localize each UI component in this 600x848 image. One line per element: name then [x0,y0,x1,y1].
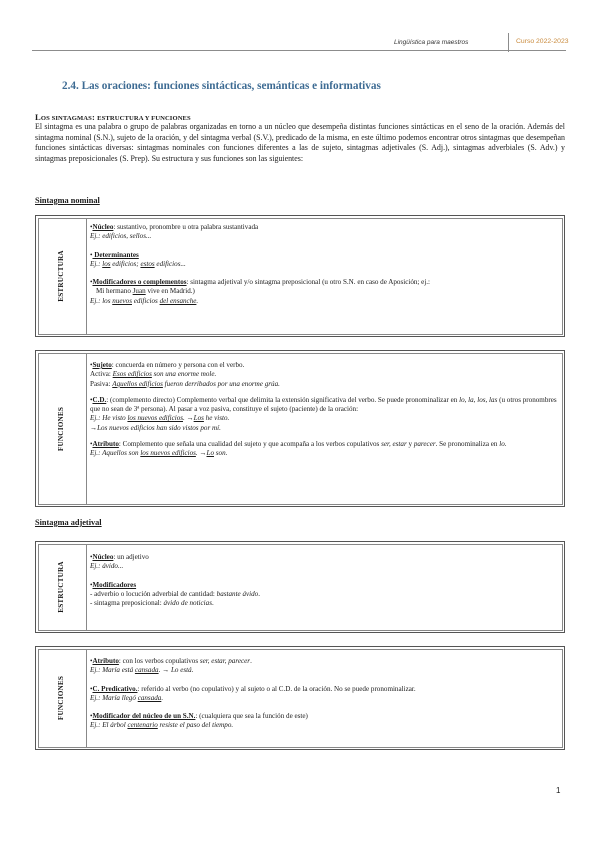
header-rule [32,50,566,51]
sn-title: Sintagma nominal [35,196,100,205]
sadj-funciones-table [35,646,565,750]
header-subject: Lingüística para maestros [394,39,469,46]
section-title: 2.4. Las oraciones: funciones sintácticas, semánticas e informativas [62,80,381,92]
page-number: 1 [556,786,561,795]
sadj-estructura-table [35,541,565,633]
sadj-funciones-label: FUNCIONES [56,675,65,721]
sn-estructura-table [35,215,565,337]
sadj-estructura-content: •Núcleo: un adjetivo Ej.: ávido... •Modificadores - adverbio o locución adverbial de cantidad: bastante ávido. - sintagma preposicional: ávido de noticias. [90,553,261,608]
sn-funciones-label: FUNCIONES [56,406,65,451]
sn-funciones-table [35,350,565,507]
sn-estructura-content: •Núcleo: sustantivo, pronombre u otra palabra sustantivada Ej.: edificios, sellos... • Determinantes Ej.: los edificios; estos edificios... •Modificadores o complementos: sintagma adjetival y/o sintagma preposicional (u otro S.N. en caso de Aposición; ej.: Mi hermano Juan vive en Madrid.) Ej.: los nuevos edificios del ensanche. [90,223,431,305]
sadj-estructura-label: ESTRUCTURA [57,561,65,613]
sn-funciones-content: •Sujeto: concuerda en número y persona con el verbo. Activa: Esos edificios son una enorme mole. Pasiva: Aquellos edificios fueron derribados por una enorme grúa. •C.D.: (complemento directo) Complemento verbal que delimita la extensión significativa del verbo. Se puede pronominalizar en lo, la, los, las (u otros pronombres que no sean de 3ª persona). Al pasar a voz pasiva, constituye el sujeto (paciente) de la oración: Ej.: He visto los nuevos edificios. →Los he visto. →Los nuevos edificios han sido vistos por mí. •Atributo: Complemento que señala una cualidad del sujeto y que acompaña a los verbos copulativos ser, estar y parecer. Se pronominaliza en lo. Ej.: Aquellos son los nuevos edificios. →Lo son. [90,361,557,458]
sadj-title: Sintagma adjetival [35,518,102,527]
sadj-funciones-content: •Atributo: con los verbos copulativos ser, estar, parecer. Ej.: María está cansada. → Lo está. •C. Predicativo.: referido al verbo (no copulativo) y al sujeto o al C.D. de la oración. No se puede pronominalizar. Ej.: María llegó cansada. •Modificador del núcleo de un S.N.: (cualquiera que sea la función de este) Ej.: El árbol centenario resiste el paso del tiempo. [90,657,416,730]
intro-paragraph: El sintagma es una palabra o grupo de palabras organizadas en torno a un núcleo que desempeña distintas funciones sintácticas en el seno de la oración. Además del sintagma nominal (S.N.), sujeto de la oración, y del sintagma verbal (S.V.), predicado de la misma, en este último podemos encontrar otros sintagmas que desempeñan funciones sintácticas diversas: sintagmas nominales con funciones diferentes a las de sujeto, sintagmas adjetivales (S. Adj.), sintagmas adverbiales (S. Adv.) y sintagmas preposicionales (S. Prep). Su estructura y sus funciones son las siguientes: [35,122,565,163]
sn-estructura-label: ESTRUCTURA [57,250,65,302]
syntagmas-heading: LOS SINTAGMAS: ESTRUCTURA Y FUNCIONES [35,112,191,122]
header-course: Curso 2022-2023 [516,38,569,45]
